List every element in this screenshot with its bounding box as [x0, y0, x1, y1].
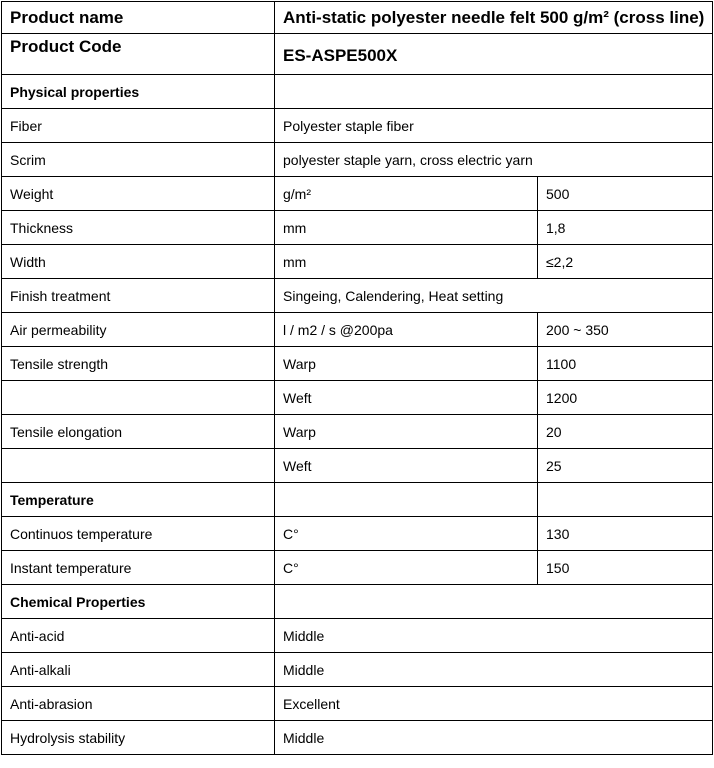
- property-label: Anti-abrasion: [2, 687, 275, 721]
- property-unit: Weft: [275, 449, 538, 483]
- section-title-physical: Physical properties: [2, 75, 275, 109]
- section-row-physical: [2, 75, 713, 109]
- property-label: Instant temperature: [2, 551, 275, 585]
- product-name-value: Anti-static polyester needle felt 500 g/m² (cross line): [275, 2, 713, 34]
- property-value: Middle: [275, 653, 713, 687]
- table-row-continuous-temperature: [2, 517, 713, 551]
- section-row-temperature: [2, 483, 713, 517]
- property-unit: mm: [275, 211, 538, 245]
- spec-table: [1, 1, 713, 755]
- product-name-label: Product name: [2, 2, 275, 34]
- property-value: Middle: [275, 721, 713, 755]
- product-name-row: [2, 2, 713, 34]
- table-row-tensile-elongation-weft: [2, 449, 713, 483]
- property-value: Polyester staple fiber: [275, 109, 713, 143]
- property-value: ≤2,2: [538, 245, 713, 279]
- table-row-hydrolysis-stability: [2, 721, 713, 755]
- empty-cell: [538, 483, 713, 517]
- property-label: Tensile elongation: [2, 415, 275, 449]
- property-value: Middle: [275, 619, 713, 653]
- property-value: 200 ~ 350: [538, 313, 713, 347]
- product-code-value: ES-ASPE500X: [275, 34, 713, 75]
- product-code-row: [2, 34, 713, 75]
- property-unit: l / m2 / s @200pa: [275, 313, 538, 347]
- table-row-tensile-elongation-warp: [2, 415, 713, 449]
- property-label: Scrim: [2, 143, 275, 177]
- property-label: Thickness: [2, 211, 275, 245]
- table-row-finish: [2, 279, 713, 313]
- property-label: Weight: [2, 177, 275, 211]
- property-label: Hydrolysis stability: [2, 721, 275, 755]
- property-unit: g/m²: [275, 177, 538, 211]
- table-row-anti-abrasion: [2, 687, 713, 721]
- property-label: Tensile strength: [2, 347, 275, 381]
- table-row-tensile-strength-warp: [2, 347, 713, 381]
- section-title-chemical: Chemical Properties: [2, 585, 275, 619]
- table-row-anti-alkali: [2, 653, 713, 687]
- property-value: 20: [538, 415, 713, 449]
- property-unit: C°: [275, 551, 538, 585]
- property-unit: mm: [275, 245, 538, 279]
- property-unit: Warp: [275, 415, 538, 449]
- table-row-anti-acid: [2, 619, 713, 653]
- property-label: Finish treatment: [2, 279, 275, 313]
- property-label: Air permeability: [2, 313, 275, 347]
- property-value: 500: [538, 177, 713, 211]
- property-value: Singeing, Calendering, Heat setting: [275, 279, 713, 313]
- property-value: 130: [538, 517, 713, 551]
- table-row-fiber: [2, 109, 713, 143]
- property-value: polyester staple yarn, cross electric yarn: [275, 143, 713, 177]
- property-value: 1100: [538, 347, 713, 381]
- table-row-tensile-strength-weft: [2, 381, 713, 415]
- property-label: Width: [2, 245, 275, 279]
- property-label: Continuos temperature: [2, 517, 275, 551]
- property-unit: C°: [275, 517, 538, 551]
- property-value: Excellent: [275, 687, 713, 721]
- section-title-temperature: Temperature: [2, 483, 275, 517]
- table-row-thickness: [2, 211, 713, 245]
- table-row-width: [2, 245, 713, 279]
- property-value: 25: [538, 449, 713, 483]
- empty-cell: [2, 381, 275, 415]
- property-value: 1200: [538, 381, 713, 415]
- section-row-chemical: [2, 585, 713, 619]
- empty-cell: [2, 449, 275, 483]
- product-code-label: Product Code: [2, 34, 275, 75]
- property-label: Anti-acid: [2, 619, 275, 653]
- empty-cell: [275, 75, 713, 109]
- empty-cell: [275, 483, 538, 517]
- property-unit: Warp: [275, 347, 538, 381]
- property-value: 150: [538, 551, 713, 585]
- property-label: Fiber: [2, 109, 275, 143]
- table-row-scrim: [2, 143, 713, 177]
- table-row-air-permeability: [2, 313, 713, 347]
- table-row-instant-temperature: [2, 551, 713, 585]
- table-row-weight: [2, 177, 713, 211]
- empty-cell: [275, 585, 713, 619]
- property-unit: Weft: [275, 381, 538, 415]
- property-label: Anti-alkali: [2, 653, 275, 687]
- property-value: 1,8: [538, 211, 713, 245]
